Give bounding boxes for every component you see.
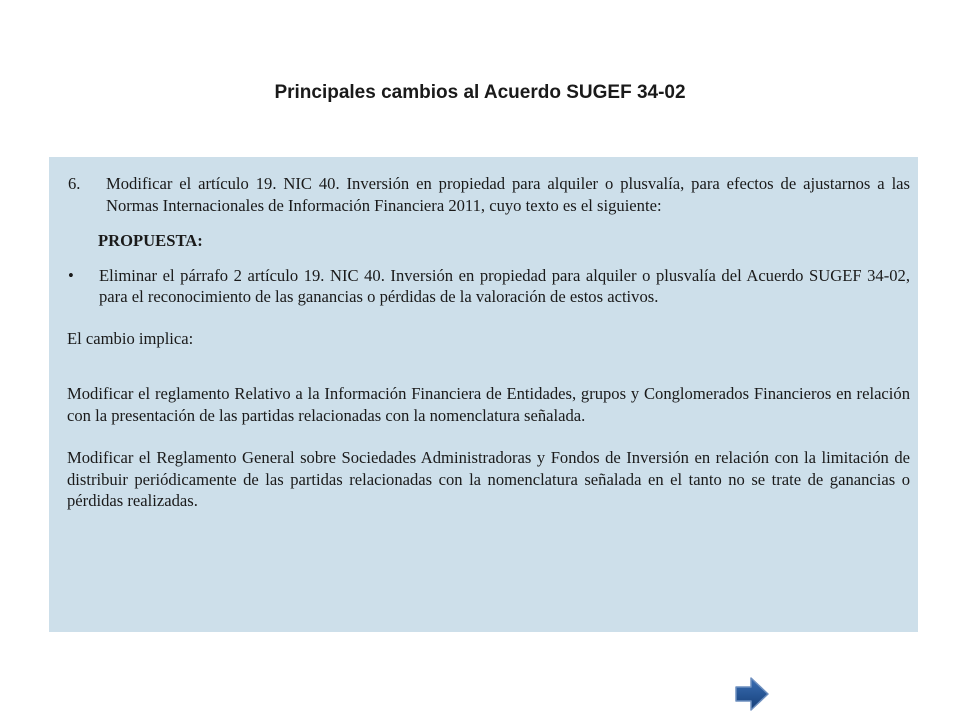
- bullet-symbol: •: [68, 265, 74, 285]
- bullet-text: Eliminar el párrafo 2 artículo 19. NIC 40. Inversión en propiedad para alquiler o plusvalía del Acuerdo SUGEF 34-02, para el reconocimiento de las ganancias o pérdidas de la valoración de estos activos.: [99, 265, 910, 306]
- item-number: 6.: [68, 174, 81, 193]
- numbered-item: [67, 173, 910, 216]
- slide-title: Principales cambios al Acuerdo SUGEF 34-02: [274, 82, 686, 103]
- item-text: Modificar el artículo 19. NIC 40. Inversión en propiedad para alquiler o plusvalía, para efectos de ajustarnos a las Normas Internacionales de Información Financiera 2011, cuyo texto es el siguiente:: [106, 174, 910, 215]
- change-implies-label: El cambio implica:: [67, 328, 194, 348]
- content-box: [49, 157, 918, 632]
- paragraph-2: Modificar el Reglamento General sobre Sociedades Administradoras y Fondos de Inversión en relación con la limitación de distribuir periódicamente de las partidas relacionadas con la nomenclatura señalada en el tanto no se trate de ganancias o pérdidas realizadas.: [67, 448, 910, 510]
- bullet-item: [67, 265, 910, 308]
- paragraph-1: Modificar el reglamento Relativo a la Información Financiera de Entidades, grupos y Conglomerados Financieros en relación con la presentación de las partidas relacionadas con la nomenclatura señalada.: [67, 384, 910, 425]
- next-slide-button[interactable]: [733, 675, 771, 713]
- arrow-right-icon: [733, 675, 771, 713]
- proposal-heading: PROPUESTA:: [98, 231, 203, 250]
